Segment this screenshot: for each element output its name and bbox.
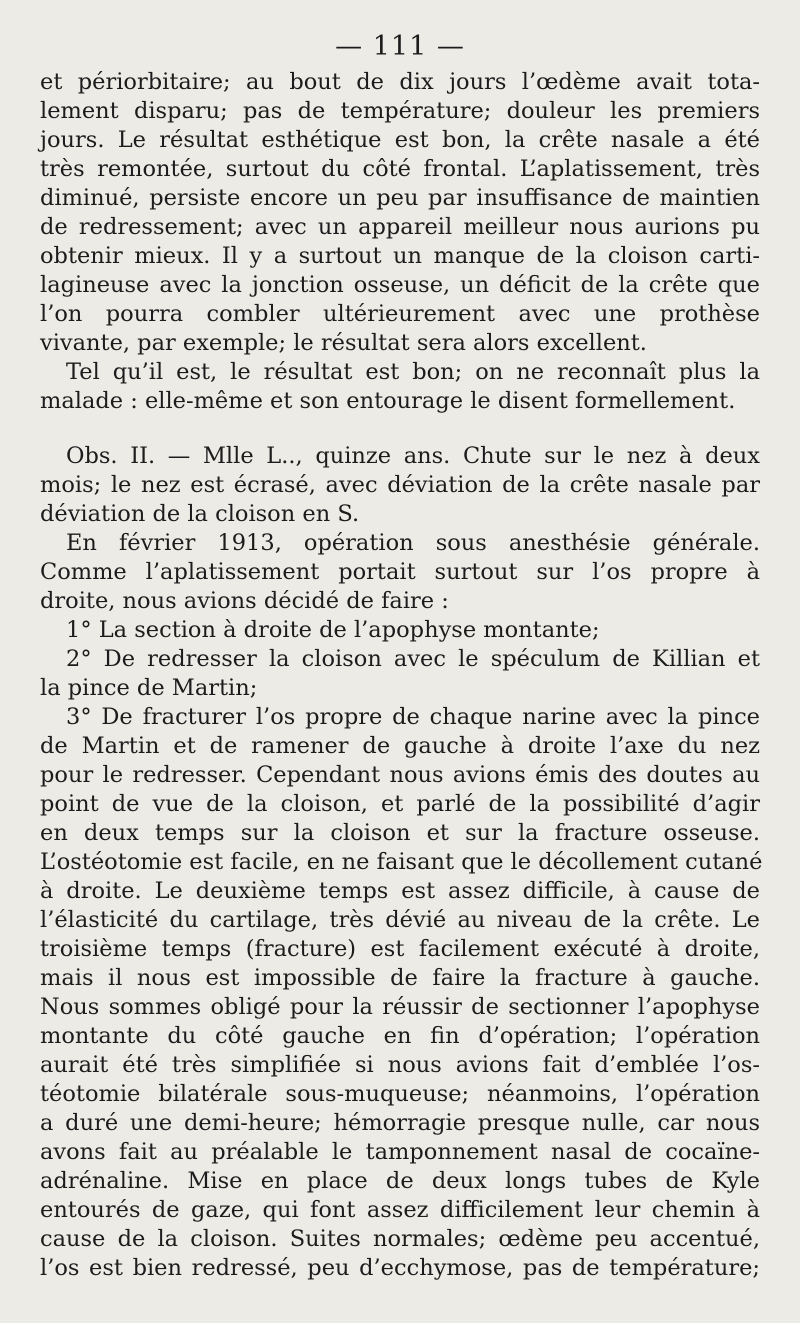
- text-line: aurait été très simplifiée si nous avions fait d’emblée l’os-: [40, 1052, 760, 1078]
- text-line: 3° De fracturer l’os propre de chaque narine avec la pince: [66, 704, 760, 730]
- text-line: 2° De redresser la cloison avec le spéculum de Killian et: [66, 646, 760, 672]
- text-line: vivante, par exemple; le résultat sera alors excellent.: [40, 330, 647, 356]
- text-line: de redressement; avec un appareil meilleur nous aurions pu: [40, 214, 760, 240]
- list-item-2: [40, 645, 760, 703]
- text-line: la pince de Martin;: [40, 675, 258, 701]
- text-line: déviation de la cloison en S.: [40, 501, 360, 527]
- text-line: obtenir mieux. Il y a surtout un manque de la cloison carti-: [40, 243, 760, 269]
- text-line: lement disparu; pas de température; douleur les premiers: [40, 98, 760, 124]
- text-line: et périorbitaire; au bout de dix jours l’œdème avait tota-: [40, 69, 760, 95]
- list-item-1: [40, 616, 760, 645]
- text-line: jours. Le résultat esthétique est bon, la crête nasale a été: [40, 127, 760, 153]
- text-line: l’os est bien redressé, peu d’ecchymose, pas de température;: [40, 1255, 760, 1281]
- paragraph-2: [40, 358, 760, 416]
- text-line: avons fait au préalable le tamponnement nasal de cocaïne-: [40, 1139, 760, 1165]
- text-line: point de vue de la cloison, et parlé de la possibilité d’agir: [40, 791, 760, 817]
- text-line: 1° La section à droite de l’apophyse montante;: [66, 617, 600, 643]
- text-line: lagineuse avec la jonction osseuse, un déficit de la crête que: [40, 272, 760, 298]
- text-line: téotomie bilatérale sous-muqueuse; néanmoins, l’opération: [40, 1081, 760, 1107]
- text-line: à droite. Le deuxième temps est assez difficile, à cause de: [40, 878, 760, 904]
- text-line: Comme l’aplatissement portait surtout sur l’os propre à: [40, 559, 760, 585]
- text-line: malade : elle-même et son entourage le disent formellement.: [40, 388, 736, 414]
- list-item-3: [40, 703, 763, 1283]
- text-line: mais il nous est impossible de faire la fracture à gauche.: [40, 965, 760, 991]
- text-line: droite, nous avions décidé de faire :: [40, 588, 449, 614]
- text-line: de Martin et de ramener de gauche à droite l’axe du nez: [40, 733, 760, 759]
- text-line: l’on pourra combler ultérieurement avec une prothèse: [40, 301, 760, 327]
- text-line: adrénaline. Mise en place de deux longs tubes de Kyle: [40, 1168, 760, 1194]
- text-line: troisième temps (fracture) est facilement exécuté à droite,: [40, 936, 760, 962]
- text-line: diminué, persiste encore un peu par insuffisance de maintien: [40, 185, 760, 211]
- paragraph-4: [40, 529, 760, 616]
- text-line: En février 1913, opération sous anesthésie générale.: [66, 530, 760, 556]
- text-line: pour le redresser. Cependant nous avions émis des doutes au: [40, 762, 760, 788]
- page-number: — 111 —: [335, 31, 465, 62]
- paragraph-1: [40, 68, 760, 358]
- text-line: très remontée, surtout du côté frontal. L’aplatissement, très: [40, 156, 760, 182]
- text-line: Nous sommes obligé pour la réussir de sectionner l’apophyse: [40, 994, 760, 1020]
- text-line: en deux temps sur la cloison et sur la fracture osseuse.: [40, 820, 760, 846]
- text-line: a duré une demi-heure; hémorragie presque nulle, car nous: [40, 1110, 760, 1136]
- text-line: L’ostéotomie est facile, en ne faisant que le décollement cutané: [40, 849, 763, 875]
- text-line: entourés de gaze, qui font assez difficilement leur chemin à: [40, 1197, 760, 1223]
- text-line: Obs. II. — Mlle L.., quinze ans. Chute sur le nez à deux: [66, 443, 760, 469]
- text-line: montante du côté gauche en fin d’opération; l’opération: [40, 1023, 760, 1049]
- text-line: Tel qu’il est, le résultat est bon; on ne reconnaît plus la: [66, 359, 760, 385]
- section-gap: [40, 416, 760, 442]
- observation-2-heading-paragraph: [40, 442, 760, 529]
- text-line: cause de la cloison. Suites normales; œdème peu accentué,: [40, 1226, 760, 1252]
- text-line: l’élasticité du cartilage, très dévié au niveau de la crête. Le: [40, 907, 760, 933]
- text-line: mois; le nez est écrasé, avec déviation de la crête nasale par: [40, 472, 760, 498]
